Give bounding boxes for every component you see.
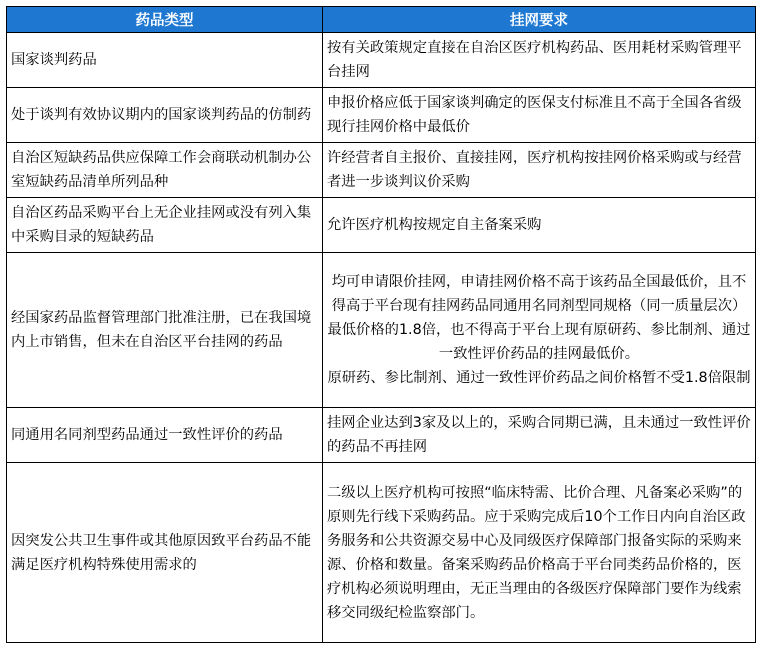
- requirement-text: 许经营者自主报价、直接挂网，医疗机构按挂网价格采购或与经营者进一步谈判议价采购: [327, 150, 742, 190]
- cell-listing-requirement: [323, 33, 756, 88]
- table-row: [7, 408, 756, 463]
- cell-drug-type: 自治区短缺药品供应保障工作会商联动机制办公室短缺药品清单所列品种: [7, 143, 323, 198]
- cell-listing-requirement: [323, 408, 756, 463]
- cell-drug-type: 因突发公共卫生事件或其他原因致平台药品不能满足医疗机构特殊使用需求的: [7, 463, 323, 643]
- requirement-text: 按有关政策规定直接在自治区医疗机构药品、医用耗材采购管理平台挂网: [327, 40, 742, 80]
- table-row: [7, 33, 756, 88]
- requirement-text: 申报价格应低于国家谈判确定的医保支付标准且不高于全国各省级现行挂网价格中最低价: [327, 95, 742, 135]
- cell-listing-requirement: [323, 198, 756, 253]
- header-listing-requirement: 挂网要求: [323, 7, 756, 33]
- requirement-text: 挂网企业达到3家及以上的，采购合同期已满，且未通过一致性评价的药品不再挂网: [327, 415, 751, 455]
- table-header-row: [7, 7, 756, 33]
- cell-listing-requirement: [323, 253, 756, 408]
- table-row: [7, 463, 756, 643]
- drug-listing-requirements-table: [6, 6, 756, 643]
- cell-drug-type: 经国家药品监督管理部门批准注册，已在我国境内上市销售，但未在自治区平台挂网的药品: [7, 253, 323, 408]
- table-row: [7, 88, 756, 143]
- table-row: [7, 143, 756, 198]
- requirement-text: 二级以上医疗机构可按照“临床特需、比价合理、凡备案必采购”的原则先行线下采购药品。应于采购完成后10个工作日内向自治区政务服务和公共资源交易中心及同级医疗保障部门报备实际的采购来源、价格和数量。备案采购药品价格高于平台同类药品价格的，医疗机构必须说明理由，无正当理由的各级医疗保障部门要作为线索移交同级纪检监察部门。: [327, 484, 746, 621]
- cell-listing-requirement: [323, 463, 756, 643]
- table-row: [7, 253, 756, 408]
- cell-listing-requirement: [323, 143, 756, 198]
- requirement-text: 原研药、参比制剂、通过一致性评价药品之间价格暂不受1.8倍限制: [327, 370, 751, 386]
- cell-drug-type: 自治区药品采购平台上无企业挂网或没有列入集中采购目录的短缺药品: [7, 198, 323, 253]
- cell-drug-type: 处于谈判有效协议期内的国家谈判药品的仿制药: [7, 88, 323, 143]
- requirement-text: 允许医疗机构按规定自主备案采购: [327, 217, 542, 233]
- cell-listing-requirement: [323, 88, 756, 143]
- cell-drug-type: 同通用名同剂型药品通过一致性评价的药品: [7, 408, 323, 463]
- table-row: [7, 198, 756, 253]
- header-drug-type: 药品类型: [7, 7, 323, 33]
- cell-drug-type: 国家谈判药品: [7, 33, 323, 88]
- requirement-text: 均可申请限价挂网，申请挂网价格不高于该药品全国最低价，且不得高于平台现有挂网药品同通用名同剂型同规格（同一质量层次）最低价格的1.8倍，也不得高于平台上现有原研药、参比制剂、通过一致性评价药品的挂网最低价。: [327, 274, 751, 362]
